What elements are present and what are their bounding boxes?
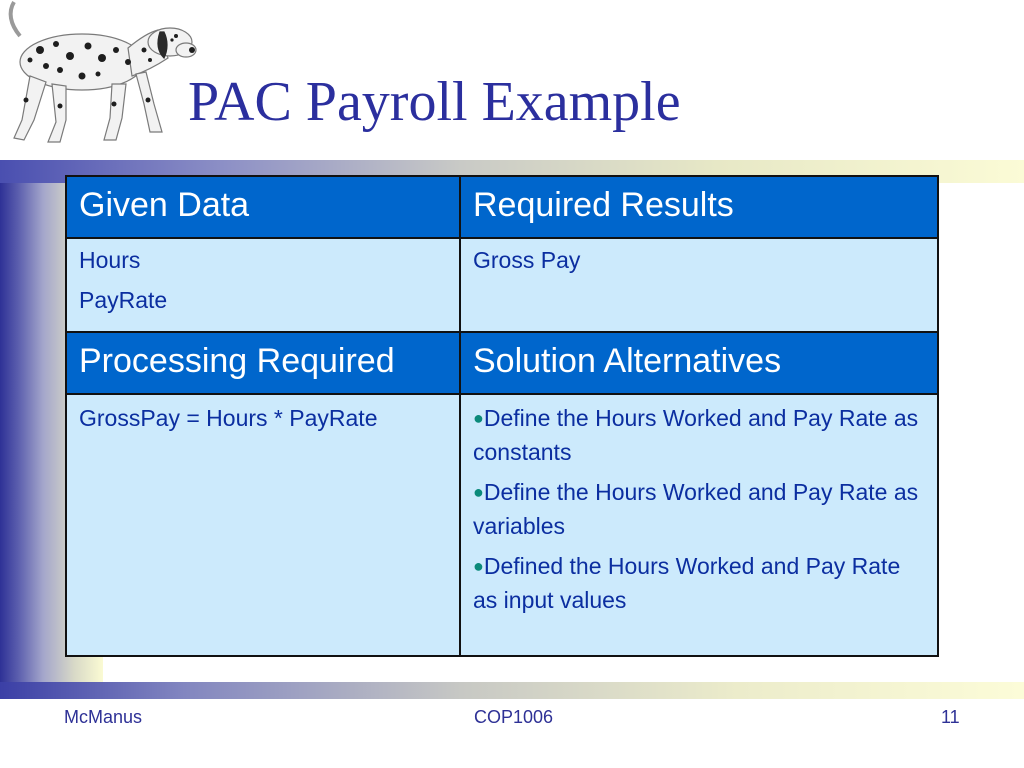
list-item (473, 401, 927, 469)
given-item: PayRate (79, 287, 168, 313)
round-bullet-icon: ● (473, 408, 484, 428)
alternatives-cell (460, 394, 938, 656)
bottom-gradient-bar (0, 682, 1024, 699)
given-item: Hours (79, 247, 141, 273)
round-bullet-icon: ● (473, 556, 484, 576)
footer-page-number: 11 (941, 707, 960, 727)
table-row (66, 394, 938, 656)
table-row (66, 238, 938, 332)
processing-formula: GrossPay = Hours * PayRate (79, 405, 378, 431)
dalmatian-logo (0, 0, 200, 150)
list-item (473, 549, 927, 617)
result-item: Gross Pay (473, 247, 581, 273)
list-item (473, 475, 927, 543)
header-processing-required: Processing Required (66, 332, 460, 394)
header-solution-alternatives: Solution Alternatives (460, 332, 938, 394)
payroll-table (65, 175, 939, 657)
processing-cell (66, 394, 460, 656)
footer-author: McManus (64, 707, 143, 727)
alternative-text: Define the Hours Worked and Pay Rate as variables (473, 479, 919, 539)
footer-course: COP1006 (474, 707, 554, 727)
table-header-row (66, 176, 938, 238)
table-header-row (66, 332, 938, 394)
required-results-cell (460, 238, 938, 332)
alternative-text: Define the Hours Worked and Pay Rate as constants (473, 405, 919, 465)
alternative-text: Defined the Hours Worked and Pay Rate as input values (473, 553, 901, 613)
slide-title: PAC Payroll Example (188, 71, 681, 133)
given-data-cell (66, 238, 460, 332)
header-given-data: Given Data (66, 176, 460, 238)
round-bullet-icon: ● (473, 482, 484, 502)
header-required-results: Required Results (460, 176, 938, 238)
